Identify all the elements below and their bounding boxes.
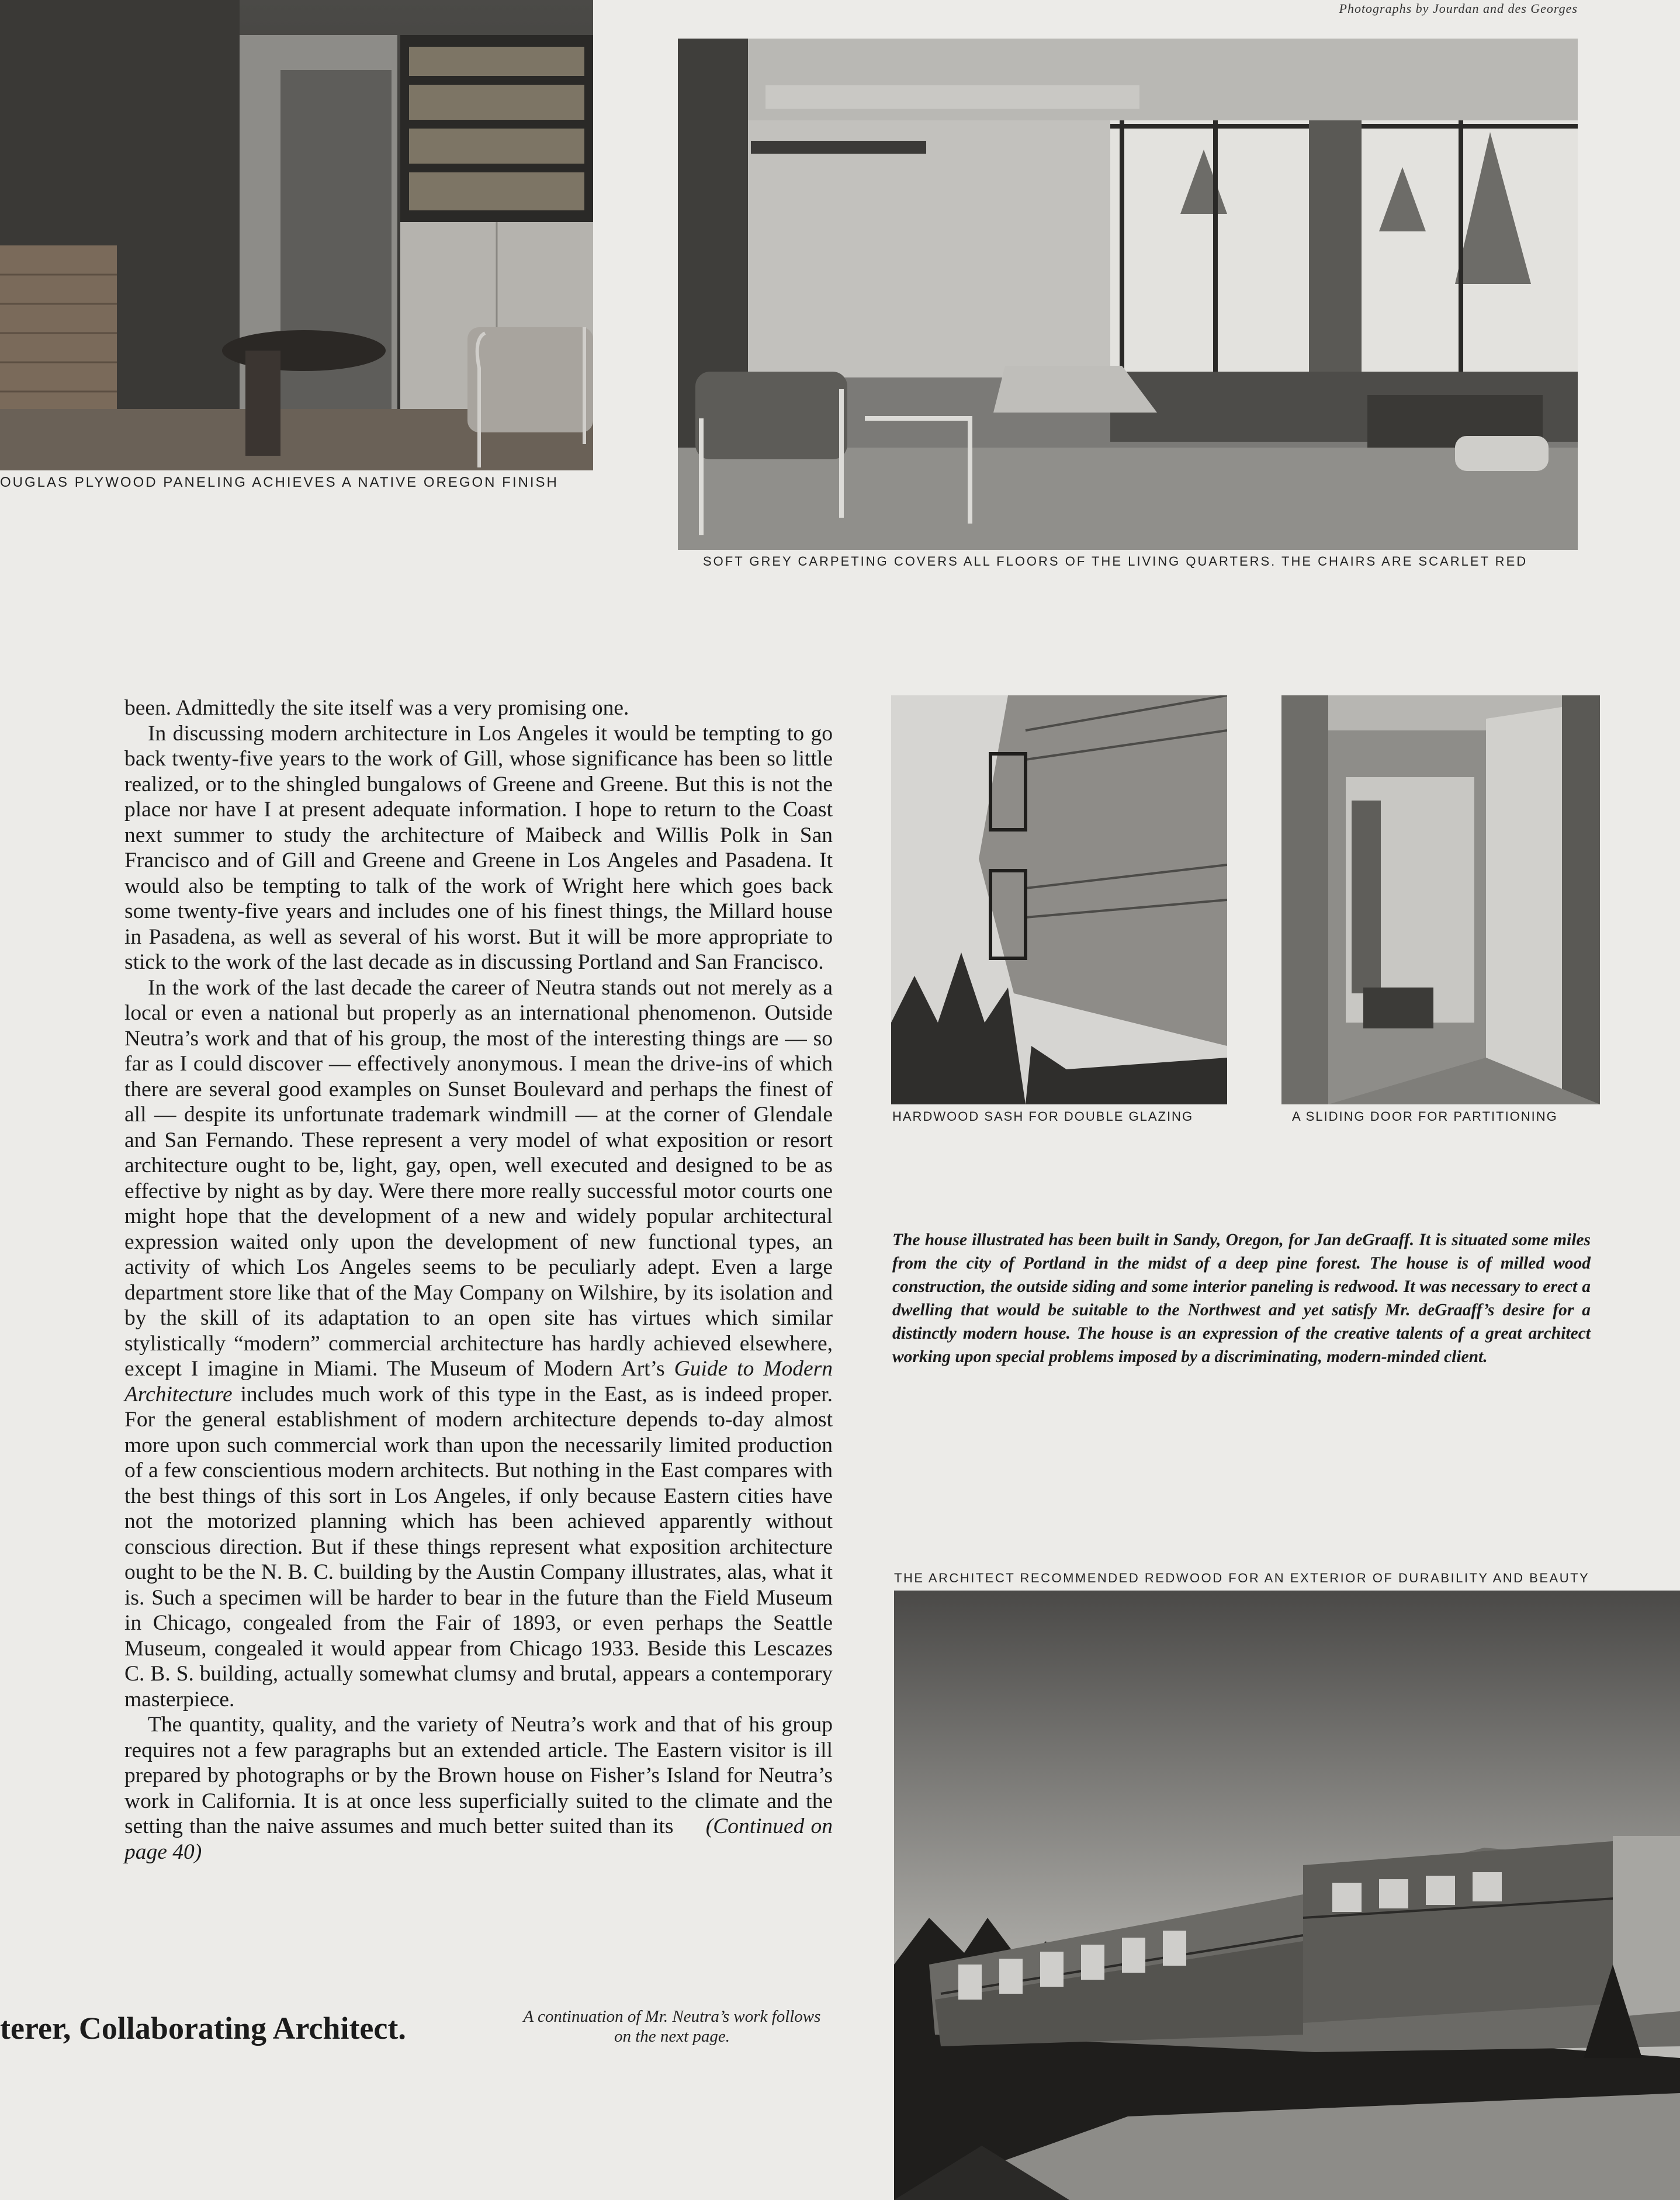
sliding-door-image — [1281, 695, 1600, 1104]
living-room-image — [678, 39, 1578, 550]
photo-plywood-room — [0, 0, 593, 470]
continuation-note: A continuation of Mr. Neutra’s work follows on the next page. — [523, 2007, 821, 2046]
photo-credit: Photographs by Jourdan and des Georges — [1339, 1, 1578, 16]
caption-plywood: OUGLAS PLYWOOD PANELING ACHIEVES A NATIVE OREGON FINISH — [0, 474, 559, 490]
photo-redwood-exterior — [894, 1591, 1680, 2200]
article-body — [124, 695, 833, 1865]
photo-sash — [891, 695, 1227, 1104]
sash-image — [891, 695, 1227, 1104]
redwood-exterior-image — [894, 1591, 1680, 2200]
plywood-room-image — [0, 0, 593, 470]
paragraph — [124, 975, 833, 1713]
paragraph — [124, 1712, 833, 1865]
caption-living: SOFT GREY CARPETING COVERS ALL FLOORS OF THE LIVING QUARTERS. THE CHAIRS ARE SCARLET RED — [703, 554, 1528, 569]
paragraph: been. Admittedly the site itself was a very promising one. — [124, 696, 629, 720]
paragraph-text: The quantity, quality, and the variety of Neutra’s work and that of his group requires not a few paragraphs but an extended article. The Eastern visitor is ill prepared by photographs or by the Brown house on Fisher’s Island for Neutra’s work in California. It is at once less superficially suited to the climate and the setting than the naive assumes and much better suited than its — [124, 1713, 833, 1838]
book-title: Guide to Modern Architecture — [124, 1357, 833, 1406]
photo-sliding-door — [1281, 695, 1600, 1104]
continued-note[interactable]: (Continued on page 40) — [124, 1814, 833, 1864]
caption-sash: HARDWOOD SASH FOR DOUBLE GLAZING — [892, 1109, 1194, 1124]
caption-sliding: A SLIDING DOOR FOR PARTITIONING — [1292, 1109, 1558, 1124]
photo-living-room — [678, 39, 1578, 550]
architect-credit: terer, Collaborating Architect. — [0, 2011, 406, 2046]
caption-redwood: THE ARCHITECT RECOMMENDED REDWOOD FOR AN EXTERIOR OF DURABILITY AND BEAUTY — [894, 1571, 1590, 1585]
paragraph-text: includes much work of this type in the East, as is indeed proper. For the general establishment of modern architecture depends to-day almost more upon such commercial work than upon the necessarily limited production of a few conscientious modern architects. But nothing in the East compares with the best things of this sort in Los Angeles, if only because Eastern cities have not the motorized planning which has been achieved apparently without conscious direction. But if these things represent what exposition architecture ought to be the N. B. C. building by the Austin Company illustrates, alas, what it is. Such a specimen will be harder to bear in the future than the Field Museum in Chicago, congealed from the Fair of 1893, or even perhaps the Seattle Museum, congealed it would appear from Chicago 1933. Beside this Lescazes C. B. S. building, actually somewhat clumsy and brutal, appears a contemporary masterpiece. — [124, 1382, 833, 1712]
house-description: The house illustrated has been built in Sandy, Oregon, for Jan deGraaff. It is situated some miles from the city of Portland in the midst of a deep pine forest. The house is of milled wood construction, the outside siding and some interior paneling is redwood. It was necessary to erect a dwelling that would be suitable to the Northwest and yet satisfy Mr. deGraaff’s desire for a distinctly modern house. The house is an expression of the creative talents of a great architect working upon special problems imposed by a discriminating, modern-minded client. — [892, 1231, 1591, 1366]
paragraph: In discussing modern architecture in Los Angeles it would be tempting to go back twenty-five years to the work of Gill, whose significance has been so little realized, or to the shingled bungalows of Greene and Greene. But this is not the place nor have I at present adequate information. I hope to return to the Coast next summer to study the architecture of Maibeck and Willis Polk in San Francisco and of Gill and Greene and Greene in Los Angeles and Pasadena. It would also be tempting to talk of the work of Wright here which goes back some twenty-five years and includes one of his finest things, the Millard house in Pasadena, as well as several of his worst. But it will be more appropriate to stick to the work of the last decade as in discussing Portland and San Francisco. — [124, 721, 833, 974]
paragraph-text: In the work of the last decade the career of Neutra stands out not merely as a local or even a national but properly as an international phenomenon. Outside Neutra’s work and that of his group, the most of the interesting things are — so far as I could discover — effectively anonymous. I mean the drive-ins of which there are several good examples on Sunset Boulevard and perhaps the finest of all — despite its unfortunate trademark windmill — at the corner of Glendale and San Fernando. These represent a very model of what exposition or resort architecture ought to be, light, gay, open, well executed and designed to be as effective by night as by day. Were there more really successful motor courts one might hope that the development of a new and widely popular architectural expression waited only upon the development of new functional types, an activity of which Los Angeles seems to be peculiarly adept. Even a large department store like that of the May Company on Wilshire, by its isolation and by the skill of its adaptation to an open site has virtues which similar stylistically “modern” commercial architecture has hardly achieved elsewhere, except I imagine in Miami. The Museum of Modern Art’s — [124, 975, 833, 1381]
